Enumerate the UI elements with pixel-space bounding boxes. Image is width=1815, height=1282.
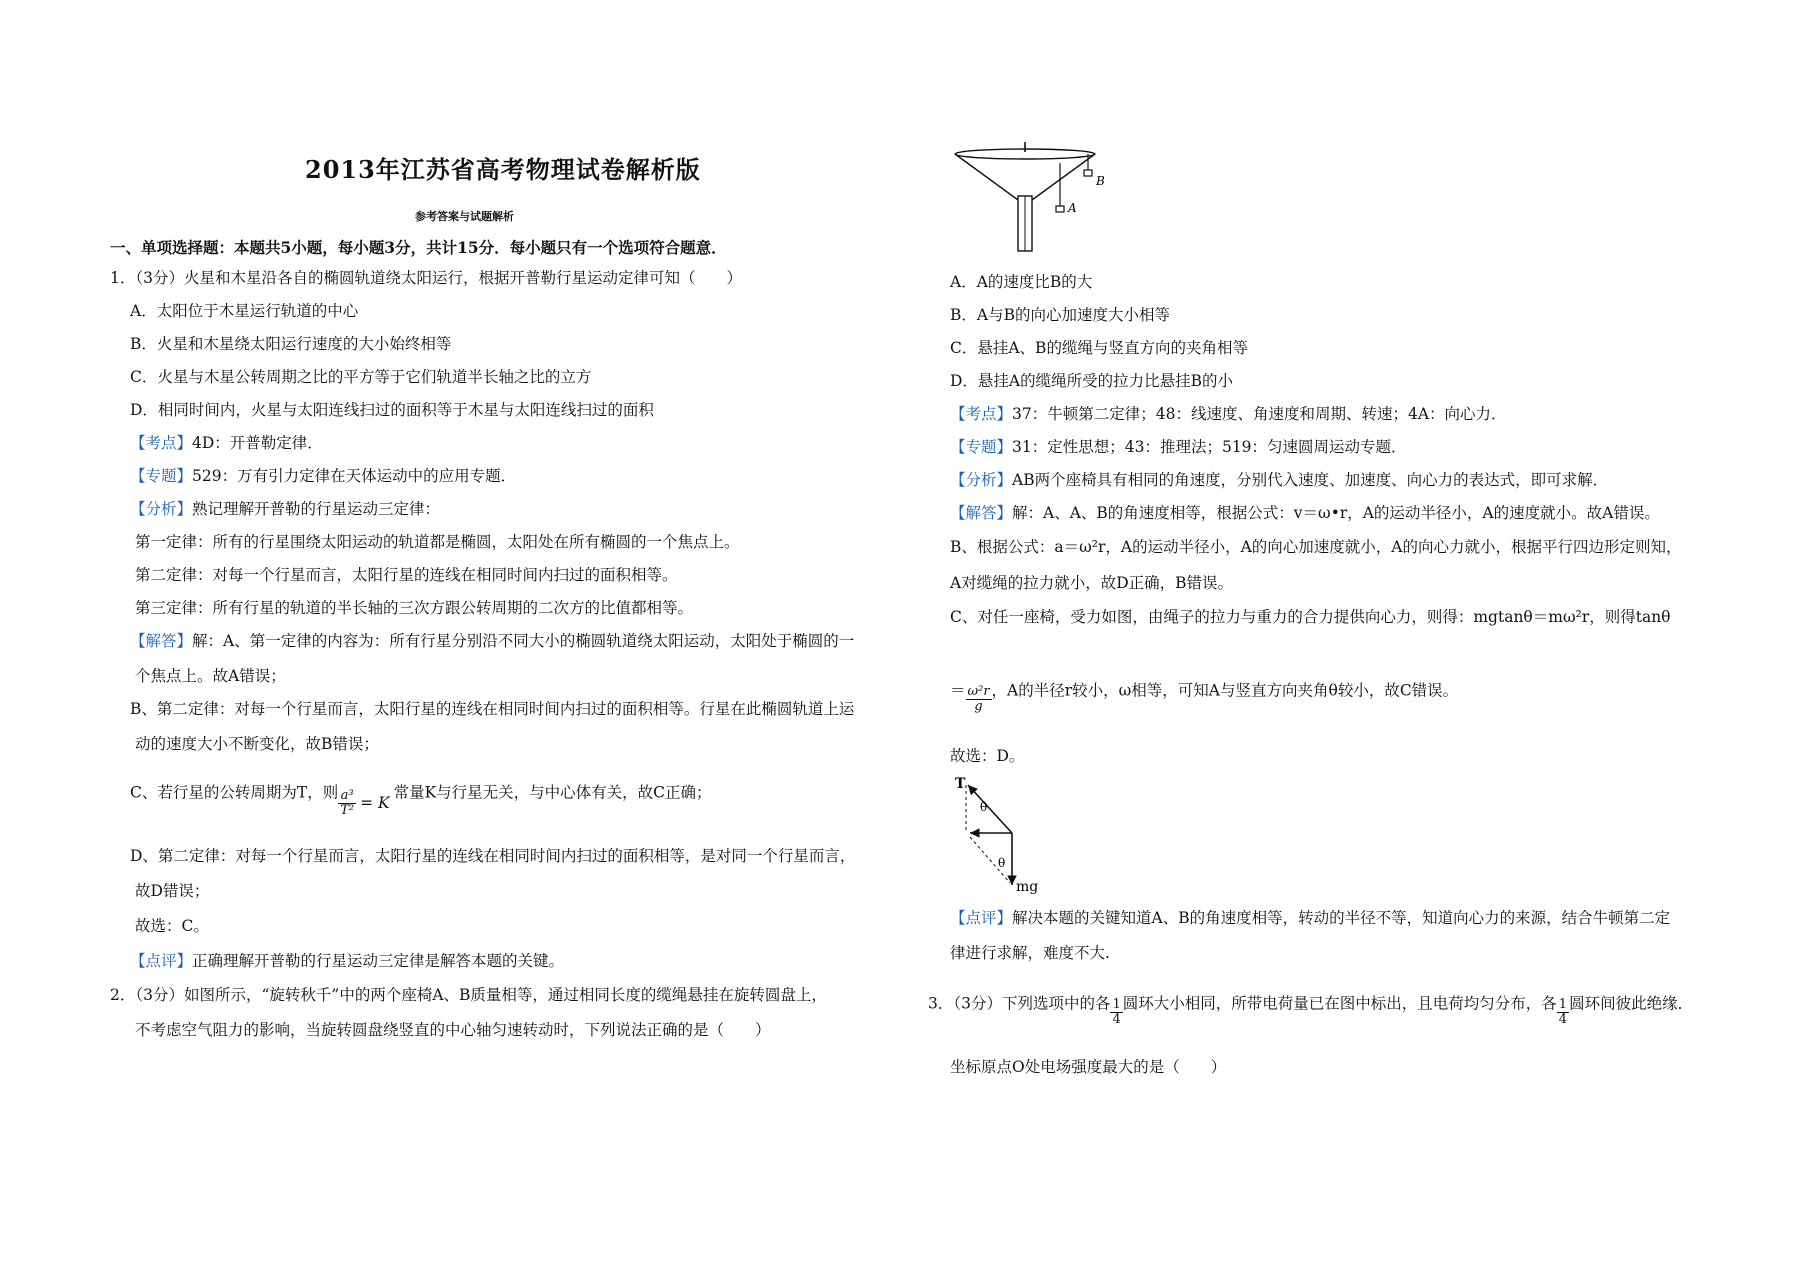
fraction-denominator: 4	[1112, 1012, 1121, 1027]
q3-stem-2: 坐标原点O处电场强度最大的是（ ）	[950, 1058, 1227, 1076]
jieda-c-pre: C、若行星的公转周期为T，则	[130, 783, 339, 802]
q2-stem-1: 2．（3分）如图所示，“旋转秋千”中的两个座椅A、B质量相等，通过相同长度的缆绳悬挂在旋转圆盘上，	[110, 986, 827, 1004]
q1-answer: 故选：C。	[135, 917, 209, 935]
q1-dianping	[130, 951, 564, 971]
seat-label-b: B	[1096, 174, 1105, 188]
tan-equals: ＝	[950, 681, 966, 700]
q2-jieda-b2: A对缆绳的拉力就小，故D正确，B错误。	[950, 574, 1234, 592]
quarter-fraction-1	[1110, 998, 1122, 1027]
q1-jieda-d1: D、第二定律：对每一个行星而言，太阳行星的连线在相同时间内扫过的面积相等，是对同一个行星而言，	[130, 847, 856, 865]
fraction-numerator: 1	[1558, 997, 1568, 1012]
q2-option-c: C．悬挂A、B的缆绳与竖直方向的夹角相等	[950, 339, 1248, 357]
q1-law1: 第一定律：所有的行星围绕太阳运动的轨道都是椭圆，太阳处在所有椭圆的一个焦点上。	[135, 533, 740, 551]
fraction-denominator: 4	[1558, 1012, 1568, 1027]
kaodian-tag: 【考点】	[130, 434, 193, 452]
q1-jieda-d2: 故D错误；	[135, 882, 210, 900]
q1-law3: 第三定律：所有行星的轨道的半长轴的三次方跟公转周期的二次方的比值都相等。	[135, 599, 694, 617]
fraction-numerator: ω²r	[967, 684, 990, 699]
kaodian-tag: 【考点】	[950, 405, 1013, 423]
q3-stem-pre: 3．（3分）下列选项中的各	[928, 994, 1111, 1013]
jieda-c2-text: ，A的半径r较小，ω相等，可知A与竖直方向夹角θ较小，故C错误。	[991, 681, 1459, 700]
q3-stem	[928, 990, 1694, 1027]
page-subtitle: 参考答案与试题解析	[415, 210, 514, 223]
q1-law2: 第二定律：对每一个行星而言，太阳行星的连线在相同时间内扫过的面积相等。	[135, 566, 678, 584]
zhuanti-text: 31：定性思想；43：推理法；519：匀速圆周运动专题．	[1012, 438, 1407, 456]
q1-option-b: B．火星和木星绕太阳运行速度的大小始终相等	[130, 335, 452, 353]
theta-label-top: θ	[980, 800, 988, 814]
q2-fenxi	[950, 470, 1608, 490]
zhuanti-tag: 【专题】	[130, 467, 193, 485]
q1-jieda-a2: 个焦点上。故A错误；	[135, 667, 286, 685]
jieda-a1: 解：A、第一定律的内容为：所有行星分别沿不同大小的椭圆轨道绕太阳运动，太阳处于椭圆的一	[192, 632, 855, 650]
jieda-tag: 【解答】	[130, 632, 193, 650]
q1-fenxi	[130, 499, 440, 519]
rotating-swing-figure	[950, 140, 1110, 255]
q1-stem: 1．（3分）火星和木星沿各自的椭圆轨道绕太阳运行，根据开普勒行星运动定律可知（ ）	[110, 269, 742, 287]
q3-stem-mid: 圆环大小相同，所带电荷量已在图中标出，且电荷均匀分布，各	[1122, 994, 1557, 1013]
tension-label: T	[955, 776, 966, 792]
q2-option-a: A．A的速度比B的大	[950, 273, 1093, 291]
q1-jieda	[130, 631, 854, 651]
jieda-tag: 【解答】	[950, 504, 1013, 522]
fraction-denominator: g	[974, 699, 983, 714]
q1-jieda-b1: B、第二定律：对每一个行星而言，太阳行星的连线在相同时间内扫过的面积相等。行星在此椭圆轨道上运	[130, 700, 855, 718]
zhuanti-tag: 【专题】	[950, 438, 1013, 456]
fenxi-text: 熟记理解开普勒的行星运动三定律：	[192, 500, 441, 518]
kaodian-text: 37：牛顿第二定律；48：线速度、角速度和周期、转速；4A：向心力．	[1012, 405, 1507, 423]
q2-stem-2: 不考虑空气阻力的影响，当旋转圆盘绕竖直的中心轴匀速转动时，下列说法正确的是（ ）	[135, 1021, 771, 1039]
q2-jieda-c1: C、对任一座椅，受力如图，由绳子的拉力与重力的合力提供向心力，则得：mgtanθ＝mω²r，则得tanθ	[950, 608, 1671, 626]
seat-label-a: A	[1068, 201, 1077, 215]
q1-option-a: A．太阳位于木星运行轨道的中心	[130, 302, 359, 320]
q1-option-d: D．相同时间内，火星与太阳连线扫过的面积等于木星与太阳连线扫过的面积	[130, 401, 654, 419]
q2-jieda-c2	[950, 677, 1459, 714]
kaodian-text: 4D：开普勒定律．	[192, 434, 323, 452]
weight-label: mg	[1016, 879, 1039, 895]
dianping-tag: 【点评】	[130, 952, 193, 970]
q2-jieda-b1: B、根据公式：a＝ω²r，A的运动半径小，A的向心加速度就小，A的向心力就小，根据平行四边形定则知，	[950, 538, 1682, 556]
fraction-numerator: 1	[1112, 997, 1121, 1012]
q1-zhuanti	[130, 466, 516, 486]
q1-jieda-b2: 动的速度大小不断变化，故B错误；	[135, 735, 379, 753]
q1-option-c: C．火星与木星公转周期之比的平方等于它们轨道半长轴之比的立方	[130, 368, 592, 386]
force-diagram	[950, 775, 1050, 895]
kepler-fraction	[338, 789, 356, 818]
q2-dianping-2: 律进行求解，难度不大.	[950, 944, 1110, 962]
section-heading: 一、单项选择题：本题共5小题，每小题3分，共计15分．每小题只有一个选项符合题意．	[110, 238, 727, 257]
jieda-c-post: 常量K与行星无关，与中心体有关，故C正确；	[393, 783, 712, 802]
theta-label-bottom: θ	[998, 856, 1006, 870]
q2-option-d: D．悬挂A的缆绳所受的拉力比悬挂B的小	[950, 372, 1234, 390]
q2-option-b: B．A与B的向心加速度大小相等	[950, 306, 1170, 324]
tan-fraction	[966, 685, 992, 714]
zhuanti-text: 529：万有引力定律在天体运动中的应用专题．	[192, 467, 517, 485]
jieda-a: 解：A、A、B的角速度相等，根据公式：v＝ω•r，A的运动半径小，A的速度就小。故A错误。	[1012, 504, 1660, 522]
q2-dianping	[950, 908, 1670, 928]
fraction-denominator: T²	[340, 803, 355, 818]
q1-jieda-c	[130, 779, 712, 818]
q2-answer: 故选：D。	[950, 747, 1025, 765]
q2-jieda	[950, 503, 1660, 523]
q1-kaodian	[130, 433, 323, 453]
quarter-fraction-2	[1557, 998, 1569, 1027]
q2-zhuanti	[950, 437, 1407, 457]
fenxi-tag: 【分析】	[130, 500, 193, 518]
q3-stem-post: 圆环间彼此绝缘．	[1569, 994, 1694, 1013]
fenxi-tag: 【分析】	[950, 471, 1013, 489]
fraction-numerator: a³	[338, 789, 356, 804]
dianping-text-1: 解决本题的关键知道A、B的角速度相等，转动的半径不等，知道向心力的来源，结合牛顿第二定	[1012, 909, 1671, 927]
page-title: 2013年江苏省高考物理试卷解析版	[305, 155, 701, 184]
dianping-tag: 【点评】	[950, 909, 1013, 927]
kepler-constant: = K	[360, 793, 390, 812]
dianping-text: 正确理解开普勒的行星运动三定律是解答本题的关键。	[192, 952, 565, 970]
q2-kaodian	[950, 404, 1507, 424]
fenxi-text: AB两个座椅具有相同的角速度，分别代入速度、加速度、向心力的表达式，即可求解．	[1012, 471, 1609, 489]
